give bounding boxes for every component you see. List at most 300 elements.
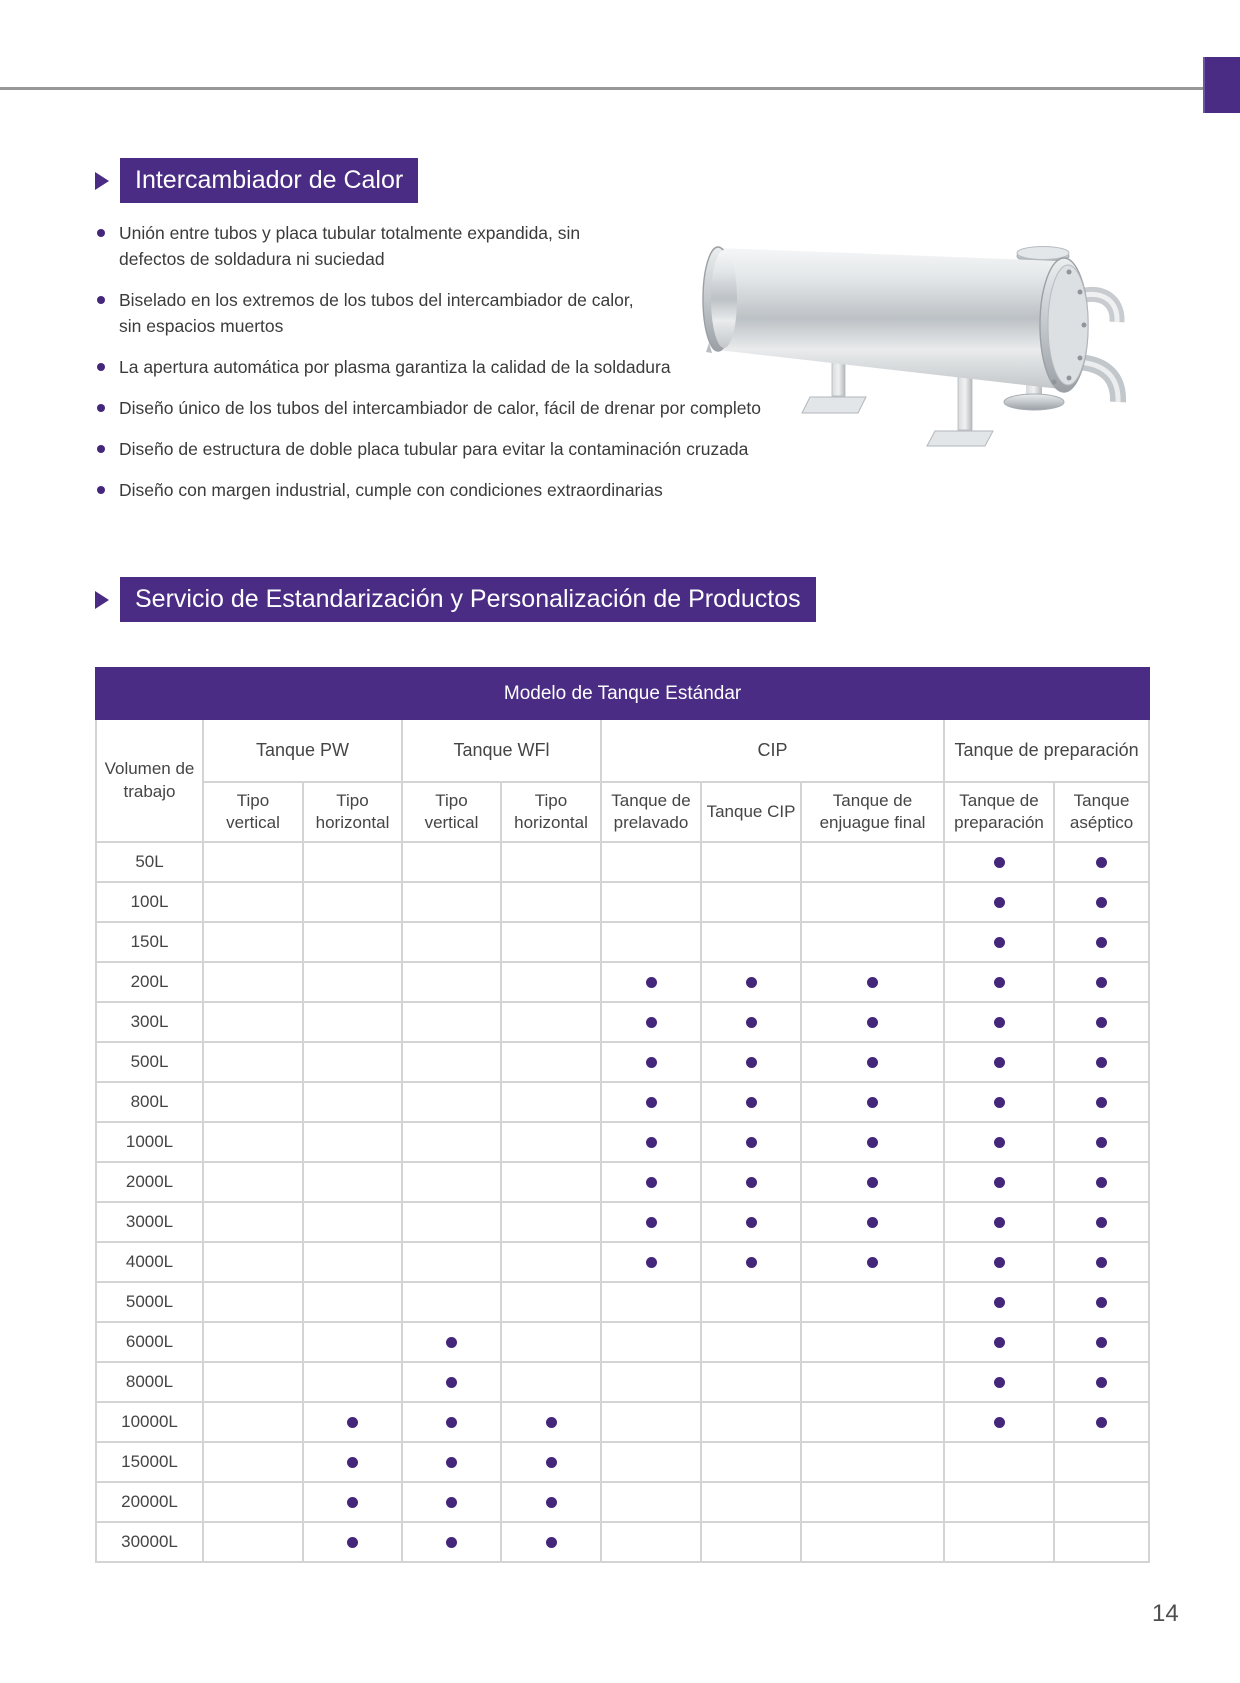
availability-dot-icon — [1096, 1417, 1107, 1428]
bullet-icon — [97, 404, 105, 412]
table-cell — [1054, 1162, 1149, 1202]
table-cell — [303, 1322, 402, 1362]
table-cell — [1054, 1482, 1149, 1522]
availability-dot-icon — [646, 1017, 657, 1028]
table-cell — [501, 842, 601, 882]
table-cell — [801, 1082, 944, 1122]
availability-dot-icon — [867, 1057, 878, 1068]
table-row — [96, 842, 1149, 882]
availability-dot-icon — [1096, 937, 1107, 948]
page-number: 14 — [1152, 1600, 1179, 1627]
table-cell — [402, 882, 501, 922]
table-cell — [1054, 962, 1149, 1002]
column-header: Tipo horizontal — [501, 782, 601, 842]
table-cell — [203, 1362, 303, 1402]
table-row — [96, 1282, 1149, 1322]
table-cell — [601, 1122, 701, 1162]
table-cell — [501, 1162, 601, 1202]
availability-dot-icon — [1096, 1097, 1107, 1108]
table-cell — [944, 1042, 1054, 1082]
availability-dot-icon — [867, 1217, 878, 1228]
table-cell — [701, 1042, 801, 1082]
availability-dot-icon — [867, 1257, 878, 1268]
table-cell — [501, 962, 601, 1002]
table-cell — [1054, 1522, 1149, 1562]
table-cell — [944, 1482, 1054, 1522]
section-title: Servicio de Estandarización y Personalización de Productos — [120, 577, 816, 622]
table-cell — [203, 842, 303, 882]
availability-dot-icon — [1096, 1257, 1107, 1268]
availability-dot-icon — [1096, 977, 1107, 988]
availability-dot-icon — [1096, 1217, 1107, 1228]
table-cell — [303, 1202, 402, 1242]
heat-exchanger-image — [688, 230, 1126, 448]
availability-dot-icon — [746, 1017, 757, 1028]
table-cell — [501, 1522, 601, 1562]
availability-dot-icon — [1096, 857, 1107, 868]
table-cell — [601, 1162, 701, 1202]
table-cell — [944, 922, 1054, 962]
table-cell — [801, 1482, 944, 1522]
table-cell — [203, 1122, 303, 1162]
column-header: Tanque de enjuague final — [801, 782, 944, 842]
table-cell — [801, 1042, 944, 1082]
availability-dot-icon — [646, 1137, 657, 1148]
volume-label: 2000L — [96, 1162, 203, 1202]
column-header: Tanque CIP — [701, 782, 801, 842]
availability-dot-icon — [446, 1377, 457, 1388]
table-cell — [402, 1322, 501, 1362]
table-row — [96, 1162, 1149, 1202]
table-cell — [203, 1042, 303, 1082]
availability-dot-icon — [994, 1257, 1005, 1268]
table-row — [96, 882, 1149, 922]
column-header: Tipo vertical — [203, 782, 303, 842]
table-cell — [1054, 1362, 1149, 1402]
availability-dot-icon — [646, 1097, 657, 1108]
table-cell — [203, 1322, 303, 1362]
table-cell — [203, 922, 303, 962]
feature-text: Biselado en los extremos de los tubos del intercambiador de calor, sin espacios muertos — [119, 290, 634, 336]
table-cell — [801, 1442, 944, 1482]
availability-dot-icon — [1096, 897, 1107, 908]
table-cell — [501, 1282, 601, 1322]
availability-dot-icon — [867, 1017, 878, 1028]
table-row — [96, 962, 1149, 1002]
table-cell — [701, 1122, 801, 1162]
table-cell — [801, 1002, 944, 1042]
table-cell — [402, 1522, 501, 1562]
availability-dot-icon — [994, 857, 1005, 868]
table-cell — [402, 1042, 501, 1082]
table-cell — [801, 882, 944, 922]
table-cell — [601, 1282, 701, 1322]
availability-dot-icon — [646, 1177, 657, 1188]
availability-dot-icon — [994, 1217, 1005, 1228]
table-cell — [203, 1202, 303, 1242]
volume-label: 1000L — [96, 1122, 203, 1162]
availability-dot-icon — [347, 1497, 358, 1508]
table-cell — [402, 1402, 501, 1442]
section-heading-heat-exchanger — [95, 158, 418, 203]
table-cell — [801, 1242, 944, 1282]
table-row — [96, 1402, 1149, 1442]
table-group-row — [96, 719, 1149, 782]
volume-label: 800L — [96, 1082, 203, 1122]
table-cell — [402, 1122, 501, 1162]
table-cell — [501, 1402, 601, 1442]
availability-dot-icon — [994, 937, 1005, 948]
availability-dot-icon — [994, 1097, 1005, 1108]
table-cell — [303, 1522, 402, 1562]
table-cell — [1054, 1082, 1149, 1122]
table-cell — [601, 1202, 701, 1242]
table-cell — [944, 1282, 1054, 1322]
availability-dot-icon — [546, 1417, 557, 1428]
table-cell — [1054, 1002, 1149, 1042]
table-cell — [303, 1002, 402, 1042]
availability-dot-icon — [867, 1097, 878, 1108]
table-cell — [402, 962, 501, 1002]
volume-label: 15000L — [96, 1442, 203, 1482]
table-cell — [303, 1442, 402, 1482]
table-cell — [303, 842, 402, 882]
table-cell — [203, 1402, 303, 1442]
table-row — [96, 1322, 1149, 1362]
table-cell — [402, 1202, 501, 1242]
volume-label: 10000L — [96, 1402, 203, 1442]
table-cell — [1054, 1442, 1149, 1482]
availability-dot-icon — [1096, 1297, 1107, 1308]
availability-dot-icon — [446, 1337, 457, 1348]
volume-label: 500L — [96, 1042, 203, 1082]
table-cell — [303, 922, 402, 962]
table-row — [96, 1082, 1149, 1122]
table-cell — [944, 1322, 1054, 1362]
table-cell — [801, 1282, 944, 1322]
table-cell — [944, 1002, 1054, 1042]
table-cell — [203, 1442, 303, 1482]
table-cell — [1054, 1402, 1149, 1442]
table-cell — [601, 1522, 701, 1562]
table-cell — [203, 1242, 303, 1282]
heading-arrow-icon — [95, 591, 109, 609]
table-cell — [501, 1042, 601, 1082]
availability-dot-icon — [446, 1457, 457, 1468]
availability-dot-icon — [994, 1377, 1005, 1388]
availability-dot-icon — [746, 1177, 757, 1188]
table-row — [96, 922, 1149, 962]
table-row — [96, 1362, 1149, 1402]
availability-dot-icon — [994, 1017, 1005, 1028]
table-cell — [501, 1362, 601, 1402]
availability-dot-icon — [546, 1497, 557, 1508]
table-cell — [402, 1242, 501, 1282]
table-cell — [203, 1162, 303, 1202]
table-cell — [601, 1042, 701, 1082]
availability-dot-icon — [746, 977, 757, 988]
table-cell — [944, 1242, 1054, 1282]
table-row — [96, 1242, 1149, 1282]
availability-dot-icon — [746, 1057, 757, 1068]
volume-label: 100L — [96, 882, 203, 922]
availability-dot-icon — [994, 1177, 1005, 1188]
table-cell — [944, 1122, 1054, 1162]
table-cell — [944, 842, 1054, 882]
table-cell — [944, 1402, 1054, 1442]
table-cell — [801, 1362, 944, 1402]
volume-label: 30000L — [96, 1522, 203, 1562]
availability-dot-icon — [746, 1257, 757, 1268]
table-cell — [501, 922, 601, 962]
availability-dot-icon — [1096, 1017, 1107, 1028]
table-cell — [203, 1082, 303, 1122]
availability-dot-icon — [646, 1057, 657, 1068]
table-row — [96, 1442, 1149, 1482]
table-cell — [601, 962, 701, 1002]
table-cell — [303, 1242, 402, 1282]
table-cell — [402, 842, 501, 882]
table-cell — [601, 922, 701, 962]
table-cell — [801, 1202, 944, 1242]
table-cell — [601, 1442, 701, 1482]
table-cell — [701, 1362, 801, 1402]
table-cell — [402, 1482, 501, 1522]
table-cell — [303, 1162, 402, 1202]
table-cell — [402, 1002, 501, 1042]
table-row — [96, 1202, 1149, 1242]
volume-label: 150L — [96, 922, 203, 962]
table-cell — [203, 1522, 303, 1562]
table-cell — [701, 1002, 801, 1042]
table-cell — [303, 1082, 402, 1122]
table-cell — [303, 882, 402, 922]
table-cell — [701, 1162, 801, 1202]
availability-dot-icon — [646, 1217, 657, 1228]
volume-label: 4000L — [96, 1242, 203, 1282]
column-group: CIP — [601, 719, 944, 782]
volume-label: 20000L — [96, 1482, 203, 1522]
table-cell — [402, 1282, 501, 1322]
table-cell — [501, 1082, 601, 1122]
availability-dot-icon — [746, 1137, 757, 1148]
table-cell — [944, 1082, 1054, 1122]
availability-dot-icon — [994, 1337, 1005, 1348]
table-cell — [501, 1482, 601, 1522]
table-cell — [402, 1162, 501, 1202]
column-header: Tipo vertical — [402, 782, 501, 842]
availability-dot-icon — [347, 1457, 358, 1468]
table-cell — [801, 842, 944, 882]
availability-dot-icon — [347, 1537, 358, 1548]
availability-dot-icon — [867, 1137, 878, 1148]
table-cell — [701, 842, 801, 882]
top-rule — [0, 87, 1206, 90]
bullet-icon — [97, 486, 105, 494]
table-cell — [701, 922, 801, 962]
availability-dot-icon — [1096, 1057, 1107, 1068]
table-cell — [601, 1322, 701, 1362]
column-header: Tanque aséptico — [1054, 782, 1149, 842]
feature-text: Diseño con margen industrial, cumple con condiciones extraordinarias — [119, 480, 663, 500]
availability-dot-icon — [546, 1457, 557, 1468]
table-cell — [601, 1362, 701, 1402]
availability-dot-icon — [994, 1297, 1005, 1308]
table-cell — [944, 882, 1054, 922]
table-body — [96, 842, 1149, 1562]
column-group: Tanque PW — [203, 719, 402, 782]
table-subheader-row — [96, 782, 1149, 842]
table-cell — [1054, 922, 1149, 962]
volume-label: 5000L — [96, 1282, 203, 1322]
table-cell — [701, 1282, 801, 1322]
column-group: Tanque de preparación — [944, 719, 1149, 782]
table-row — [96, 1122, 1149, 1162]
availability-dot-icon — [347, 1417, 358, 1428]
volume-label: 50L — [96, 842, 203, 882]
availability-dot-icon — [746, 1217, 757, 1228]
availability-dot-icon — [446, 1417, 457, 1428]
table-cell — [1054, 842, 1149, 882]
table-cell — [801, 922, 944, 962]
feature-text: Diseño de estructura de doble placa tubular para evitar la contaminación cruzada — [119, 439, 749, 459]
availability-dot-icon — [546, 1537, 557, 1548]
volume-label: 200L — [96, 962, 203, 1002]
table-cell — [1054, 882, 1149, 922]
availability-dot-icon — [1096, 1177, 1107, 1188]
table-cell — [601, 842, 701, 882]
table-title: Modelo de Tanque Estándar — [96, 668, 1149, 719]
table-cell — [203, 1002, 303, 1042]
table-cell — [601, 1402, 701, 1442]
table-cell — [601, 882, 701, 922]
volume-label: 300L — [96, 1002, 203, 1042]
table-cell — [501, 1322, 601, 1362]
table-cell — [501, 882, 601, 922]
feature-text: Unión entre tubos y placa tubular totalmente expandida, sin defectos de soldadura ni suciedad — [119, 223, 581, 269]
table-row — [96, 1042, 1149, 1082]
table-cell — [501, 1002, 601, 1042]
volume-label: 8000L — [96, 1362, 203, 1402]
table-cell — [701, 1402, 801, 1442]
availability-dot-icon — [646, 1257, 657, 1268]
table-cell — [701, 1202, 801, 1242]
table-row — [96, 1482, 1149, 1522]
table-cell — [303, 1362, 402, 1402]
availability-dot-icon — [994, 897, 1005, 908]
table-cell — [944, 1442, 1054, 1482]
table-cell — [701, 882, 801, 922]
table-cell — [203, 1482, 303, 1522]
availability-dot-icon — [1096, 1137, 1107, 1148]
bullet-icon — [97, 296, 105, 304]
table-cell — [601, 1242, 701, 1282]
availability-dot-icon — [994, 1057, 1005, 1068]
table-cell — [944, 1362, 1054, 1402]
table-cell — [501, 1122, 601, 1162]
availability-dot-icon — [746, 1097, 757, 1108]
section-heading-service — [95, 577, 816, 622]
table-cell — [601, 1082, 701, 1122]
bullet-icon — [97, 229, 105, 237]
availability-dot-icon — [446, 1497, 457, 1508]
availability-dot-icon — [1096, 1377, 1107, 1388]
bullet-icon — [97, 445, 105, 453]
availability-dot-icon — [867, 1177, 878, 1188]
availability-dot-icon — [994, 1137, 1005, 1148]
table-cell — [701, 1242, 801, 1282]
table-cell — [303, 962, 402, 1002]
table-row — [96, 1522, 1149, 1562]
table-cell — [701, 1442, 801, 1482]
table-cell — [1054, 1122, 1149, 1162]
table-cell — [701, 1082, 801, 1122]
table-cell — [601, 1482, 701, 1522]
table-cell — [303, 1122, 402, 1162]
table-cell — [801, 962, 944, 1002]
availability-dot-icon — [867, 977, 878, 988]
table-cell — [701, 1322, 801, 1362]
table-cell — [1054, 1202, 1149, 1242]
table-cell — [303, 1282, 402, 1322]
table-cell — [203, 962, 303, 1002]
table-cell — [801, 1122, 944, 1162]
heading-arrow-icon — [95, 172, 109, 190]
feature-text: Diseño único de los tubos del intercambiador de calor, fácil de drenar por completo — [119, 398, 762, 418]
table-cell — [701, 1522, 801, 1562]
table-cell — [601, 1002, 701, 1042]
column-header: Tanque de prelavado — [601, 782, 701, 842]
table-title-row — [96, 668, 1149, 719]
table-cell — [303, 1042, 402, 1082]
table-cell — [801, 1402, 944, 1442]
table-cell — [303, 1402, 402, 1442]
column-group: Tanque WFl — [402, 719, 601, 782]
table-cell — [1054, 1282, 1149, 1322]
volume-label: 3000L — [96, 1202, 203, 1242]
volume-label: 6000L — [96, 1322, 203, 1362]
table-cell — [944, 962, 1054, 1002]
table-cell — [501, 1442, 601, 1482]
column-header: Tanque de preparación — [944, 782, 1054, 842]
availability-dot-icon — [646, 977, 657, 988]
row-header-volumen: Volumen de trabajo — [96, 719, 203, 842]
bullet-icon — [97, 363, 105, 371]
feature-item — [95, 477, 815, 503]
table-cell — [801, 1162, 944, 1202]
table-cell — [402, 1362, 501, 1402]
column-header: Tipo horizontal — [303, 782, 402, 842]
table-cell — [501, 1242, 601, 1282]
availability-dot-icon — [994, 1417, 1005, 1428]
table-cell — [402, 922, 501, 962]
table-cell — [402, 1442, 501, 1482]
table-cell — [203, 1282, 303, 1322]
table-cell — [501, 1202, 601, 1242]
table-row — [96, 1002, 1149, 1042]
table-cell — [402, 1082, 501, 1122]
table-cell — [1054, 1322, 1149, 1362]
table-cell — [944, 1522, 1054, 1562]
table-cell — [944, 1162, 1054, 1202]
standard-tank-table — [95, 667, 1150, 1563]
table-cell — [801, 1322, 944, 1362]
section-title: Intercambiador de Calor — [120, 158, 418, 203]
corner-tab — [1203, 57, 1240, 113]
table-cell — [203, 882, 303, 922]
table-cell — [1054, 1242, 1149, 1282]
table-cell — [944, 1202, 1054, 1242]
